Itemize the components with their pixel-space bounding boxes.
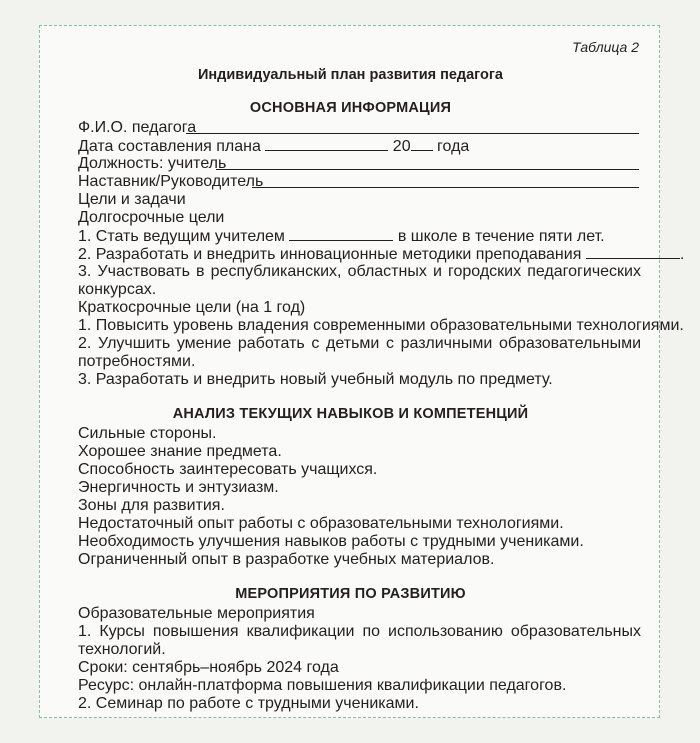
- short-term-goal-3: 3. Разработать и внедрить новый учебный модуль по предмету.: [78, 371, 553, 388]
- mentor-field[interactable]: [78, 173, 641, 191]
- date-year-prefix: 20: [392, 138, 411, 155]
- mentor-blank: [252, 187, 639, 188]
- long-term-heading: Долгосрочные цели: [78, 209, 225, 226]
- long-term-goal-1: 1. Стать ведущим учителем в школе в течение пяти лет.: [78, 228, 605, 245]
- section-heading-events: МЕРОПРИЯТИЯ ПО РАЗВИТИЮ: [235, 586, 466, 602]
- date-label: Дата составления плана: [78, 138, 261, 155]
- document-frame: [39, 25, 685, 718]
- year-blank: [411, 137, 433, 151]
- event-item-2: 2. Семинар по работе с трудными учениками.: [78, 695, 419, 712]
- date-year-suffix: года: [437, 138, 470, 155]
- event-terms: Сроки: сентябрь–ноябрь 2024 года: [78, 659, 339, 676]
- short-term-goal-1: 1. Повысить уровень владения современными образовательными технологиями.: [78, 317, 684, 334]
- short-term-goal-2: 2. Улучшить умение работать с детьми с различными образовательными потребностями.: [78, 335, 641, 370]
- strength-item: Хорошее знание предмета.: [78, 443, 282, 460]
- growth-item: Необходимость улучшения навыков работы с трудными учениками.: [78, 533, 584, 550]
- position-blank: [216, 169, 639, 170]
- strengths-heading: Сильные стороны.: [78, 425, 217, 442]
- fio-field[interactable]: [78, 119, 641, 137]
- event-resource: Ресурс: онлайн-платформа повышения квалификации педагогов.: [78, 677, 567, 694]
- fio-label: Ф.И.О. педагога: [78, 119, 197, 136]
- position-field[interactable]: [78, 155, 641, 173]
- long-term-goal-2: 2. Разработать и внедрить инновационные методики преподавания .: [78, 246, 685, 263]
- strength-item: Способность заинтересовать учащихся.: [78, 461, 378, 478]
- date-field[interactable]: [78, 137, 641, 156]
- goals-heading: Цели и задачи: [78, 191, 186, 208]
- fio-blank: [186, 133, 639, 134]
- growth-heading: Зоны для развития.: [78, 497, 225, 514]
- long-term-goal-3: 3. Участвовать в республиканских, областных и городских педагогических конкурсах.: [78, 263, 641, 298]
- date-blank: [265, 137, 388, 151]
- event-item-1: 1. Курсы повышения квалификации по использованию образовательных технологий.: [78, 623, 641, 658]
- short-term-heading: Краткосрочные цели (на 1 год): [78, 299, 306, 316]
- growth-item: Ограниченный опыт в разработке учебных материалов.: [78, 551, 495, 568]
- events-heading: Образовательные мероприятия: [78, 605, 315, 622]
- section-heading-analysis: АНАЛИЗ ТЕКУЩИХ НАВЫКОВ И КОМПЕТЕНЦИЙ: [172, 406, 529, 422]
- growth-item: Недостаточный опыт работы с образовательными технологиями.: [78, 515, 564, 532]
- strength-item: Энергичность и энтузиазм.: [78, 479, 279, 496]
- document-title: Индивидуальный план развития педагога: [197, 67, 503, 83]
- section-heading-main: ОСНОВНАЯ ИНФОРМАЦИЯ: [249, 100, 452, 116]
- mentor-label: Наставник/Руководитель: [78, 173, 264, 190]
- position-label: Должность: учитель: [78, 155, 227, 172]
- methods-blank: [586, 245, 680, 259]
- table-caption: Таблица 2: [572, 39, 639, 55]
- teacher-blank: [289, 227, 393, 241]
